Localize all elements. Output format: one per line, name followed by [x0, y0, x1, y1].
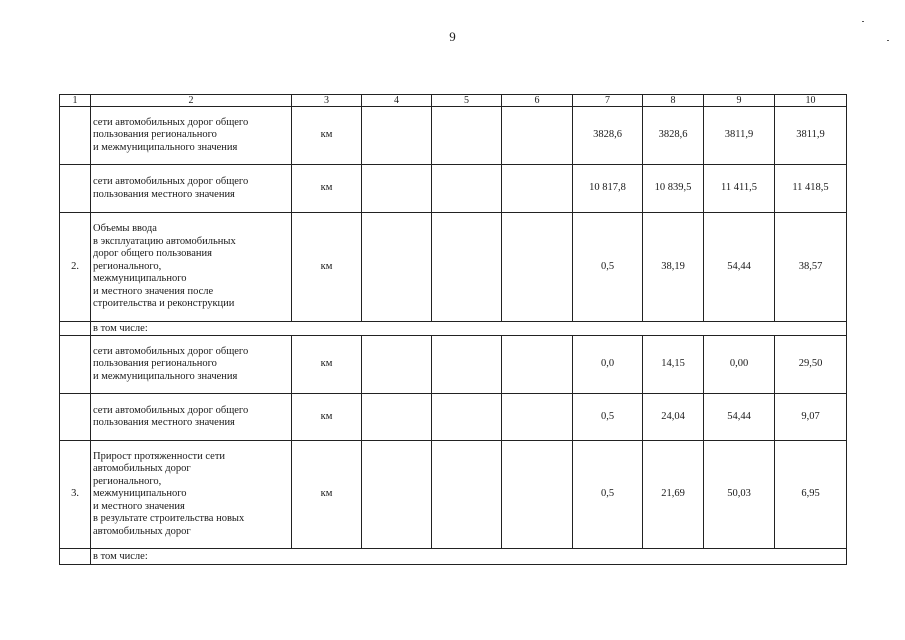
unit-cell: км	[292, 213, 362, 322]
value-cell: 24,04	[643, 394, 704, 441]
empty-cell	[362, 336, 432, 394]
value-cell: 11 418,5	[775, 165, 847, 213]
indicator-label-line: сети автомобильных дорог общего	[93, 345, 249, 357]
value-cell: 3811,9	[775, 107, 847, 165]
unit-cell: км	[292, 336, 362, 394]
value-cell: 29,50	[775, 336, 847, 394]
indicator-label-line: межмуниципального	[93, 488, 187, 500]
value-cell: 11 411,5	[704, 165, 775, 213]
empty-cell	[502, 165, 573, 213]
row-number-cell	[60, 549, 91, 565]
header-cell: 7	[573, 95, 643, 107]
data-table	[59, 94, 847, 565]
empty-cell	[432, 394, 502, 441]
indicator-label-line: регионального,	[93, 475, 162, 487]
row-number-cell	[60, 107, 91, 165]
table-row	[60, 213, 847, 322]
indicator-label-line: пользования регионального	[93, 358, 217, 370]
row-number-cell	[60, 394, 91, 441]
value-cell: 0,00	[704, 336, 775, 394]
row-number-cell: 2.	[60, 213, 91, 322]
empty-cell	[432, 441, 502, 549]
table-subheading-row	[60, 549, 847, 565]
unit-cell: км	[292, 394, 362, 441]
value-cell: 3828,6	[573, 107, 643, 165]
indicator-label-line: и местного значения после	[93, 285, 214, 297]
value-cell: 3811,9	[704, 107, 775, 165]
header-cell: 2	[91, 95, 292, 107]
indicator-label-cell	[91, 213, 292, 322]
header-cell: 5	[432, 95, 502, 107]
header-cell: 6	[502, 95, 573, 107]
value-cell: 38,19	[643, 213, 704, 322]
header-cell: 1	[60, 95, 91, 107]
indicator-label-line: и местного значения	[93, 500, 185, 512]
page-number: 9	[449, 29, 456, 44]
empty-cell	[362, 394, 432, 441]
value-cell: 0,5	[573, 441, 643, 549]
row-number-cell	[60, 336, 91, 394]
empty-cell	[502, 213, 573, 322]
header-cell: 3	[292, 95, 362, 107]
unit-cell: км	[292, 107, 362, 165]
table-row	[60, 441, 847, 549]
row-number-cell	[60, 322, 91, 336]
unit-cell: км	[292, 165, 362, 213]
empty-cell	[502, 336, 573, 394]
value-cell: 0,0	[573, 336, 643, 394]
value-cell: 14,15	[643, 336, 704, 394]
value-cell: 10 839,5	[643, 165, 704, 213]
value-cell: 10 817,8	[573, 165, 643, 213]
table-row	[60, 394, 847, 441]
value-cell: 9,07	[775, 394, 847, 441]
indicator-label-line: автомобильных дорог	[93, 463, 191, 475]
table-header-row	[60, 95, 847, 107]
empty-cell	[432, 165, 502, 213]
scan-speck	[862, 21, 864, 22]
value-cell: 3828,6	[643, 107, 704, 165]
empty-cell	[432, 336, 502, 394]
indicator-label-cell	[91, 165, 292, 213]
table-row	[60, 165, 847, 213]
row-number-cell	[60, 165, 91, 213]
empty-cell	[502, 441, 573, 549]
table-body	[60, 95, 847, 565]
header-cell: 4	[362, 95, 432, 107]
value-cell: 38,57	[775, 213, 847, 322]
header-cell: 8	[643, 95, 704, 107]
indicator-label-line: пользования местного значения	[93, 417, 235, 428]
indicator-label-cell	[91, 394, 292, 441]
indicator-label-line: и межмуниципального значения	[93, 370, 238, 382]
empty-cell	[362, 213, 432, 322]
subheading-cell: в том числе:	[91, 322, 847, 336]
indicator-label-line: межмуниципального	[93, 273, 187, 285]
scan-speck	[887, 40, 889, 41]
empty-cell	[432, 213, 502, 322]
subheading-cell: в том числе:	[91, 549, 847, 565]
header-cell: 9	[704, 95, 775, 107]
indicator-label-line: сети автомобильных дорог общего	[93, 176, 249, 187]
indicator-label-line: пользования местного значения	[93, 188, 235, 200]
indicator-label-cell	[91, 336, 292, 394]
indicator-label-line: регионального,	[93, 260, 162, 272]
value-cell: 6,95	[775, 441, 847, 549]
indicator-label-line: дорог общего пользования	[93, 248, 212, 260]
indicator-label-line: Прирост протяженности сети	[93, 450, 226, 462]
value-cell: 0,5	[573, 213, 643, 322]
empty-cell	[432, 107, 502, 165]
header-cell: 10	[775, 95, 847, 107]
indicator-label-cell	[91, 441, 292, 549]
value-cell: 50,03	[704, 441, 775, 549]
value-cell: 21,69	[643, 441, 704, 549]
indicator-label-line: сети автомобильных дорог общего	[93, 116, 249, 128]
indicator-label-cell	[91, 107, 292, 165]
indicator-label-line: и межмуниципального значения	[93, 141, 238, 153]
value-cell: 0,5	[573, 394, 643, 441]
table-row	[60, 336, 847, 394]
empty-cell	[502, 394, 573, 441]
indicator-label-line: в результате строительства новых	[93, 513, 245, 525]
indicator-label-line: в эксплуатацию автомобильных	[93, 235, 236, 247]
indicator-label-line: Объемы ввода	[93, 223, 157, 235]
indicator-label-line: пользования регионального	[93, 129, 217, 141]
empty-cell	[362, 441, 432, 549]
table-row	[60, 107, 847, 165]
unit-cell: км	[292, 441, 362, 549]
value-cell: 54,44	[704, 213, 775, 322]
table-subheading-row	[60, 322, 847, 336]
empty-cell	[362, 107, 432, 165]
row-number-cell: 3.	[60, 441, 91, 549]
indicator-label-line: автомобильных дорог	[93, 525, 191, 537]
empty-cell	[502, 107, 573, 165]
value-cell: 54,44	[704, 394, 775, 441]
indicator-label-line: сети автомобильных дорог общего	[93, 404, 249, 416]
empty-cell	[362, 165, 432, 213]
indicator-label-line: строительства и реконструкции	[93, 298, 235, 310]
